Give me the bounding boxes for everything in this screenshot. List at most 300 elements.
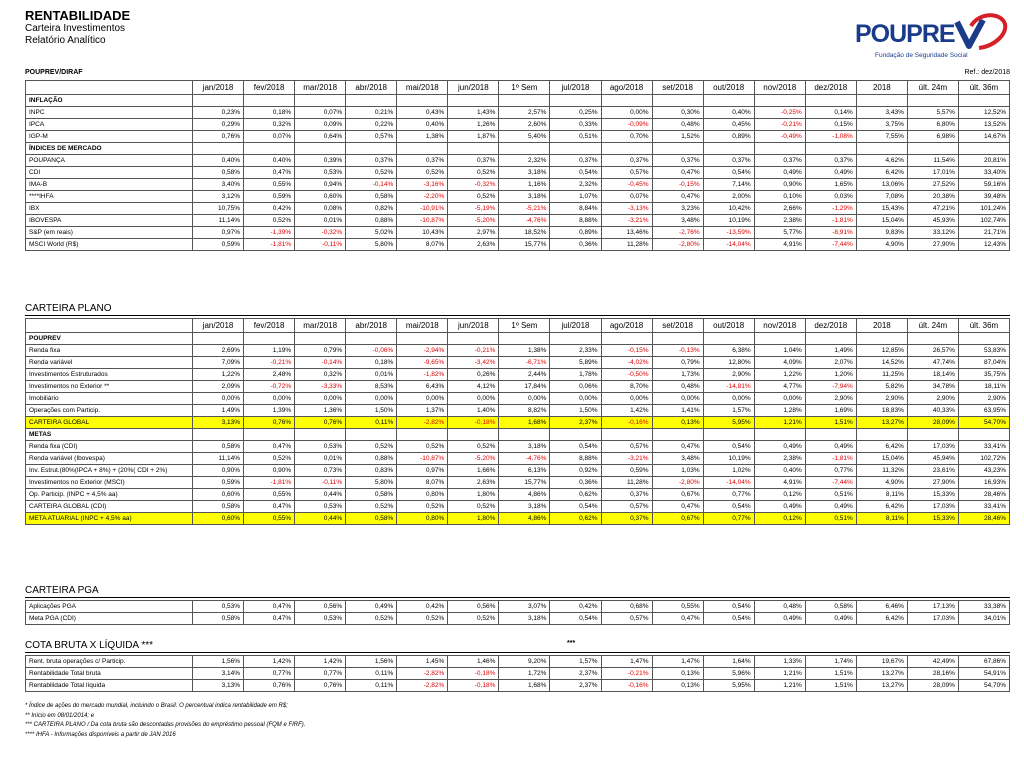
table-cell: 2,63%: [448, 239, 499, 251]
table-cell: 0,42%: [550, 601, 601, 613]
table-cell: 0,37%: [703, 155, 754, 167]
row-label: CARTEIRA GLOBAL: [26, 417, 193, 429]
table-cell: 0,94%: [295, 179, 346, 191]
table-cell: 0,58%: [805, 601, 856, 613]
column-header: set/2018: [652, 81, 703, 95]
table-cell: 0,48%: [652, 381, 703, 393]
table-cell: 67,86%: [958, 656, 1009, 668]
table-cell: 0,59%: [601, 465, 652, 477]
table-cell: 4,12%: [448, 381, 499, 393]
table-cell: 15,77%: [499, 239, 550, 251]
table-cell: 0,77%: [703, 489, 754, 501]
table-cell: -1,81%: [244, 477, 295, 489]
indices-table: [25, 80, 1010, 251]
table-cell: 54,70%: [958, 417, 1009, 429]
table-row: [26, 179, 1010, 191]
table-cell: 12,80%: [703, 357, 754, 369]
table-cell: [295, 333, 346, 345]
table-cell: 0,00%: [652, 393, 703, 405]
table-cell: 1,21%: [754, 680, 805, 692]
table-cell: 1,68%: [499, 417, 550, 429]
table-cell: 2,66%: [754, 203, 805, 215]
footnote: **** IHFA - Informações disponíveis a partir de JAN 2016: [25, 731, 176, 738]
table-cell: 1,04%: [754, 345, 805, 357]
column-header: 2018: [856, 81, 907, 95]
table-row: [26, 107, 1010, 119]
table-cell: 0,37%: [601, 155, 652, 167]
table-cell: 0,67%: [652, 513, 703, 525]
category-row: [26, 429, 1010, 441]
header-blank-cell: [26, 81, 193, 95]
table-cell: 1,56%: [346, 656, 397, 668]
table-cell: -3,21%: [601, 453, 652, 465]
table-cell: 3,18%: [499, 441, 550, 453]
table-cell: [448, 95, 499, 107]
table-cell: 0,77%: [244, 668, 295, 680]
table-cell: 0,60%: [295, 191, 346, 203]
table-cell: 2,32%: [499, 155, 550, 167]
table-cell: 47,21%: [907, 203, 958, 215]
table-cell: 1,42%: [244, 656, 295, 668]
table-cell: -0,50%: [601, 369, 652, 381]
row-label: ****IHFA: [26, 191, 193, 203]
column-header: jan/2018: [193, 81, 244, 95]
table-cell: 2,38%: [754, 215, 805, 227]
table-cell: 11,14%: [193, 215, 244, 227]
table-cell: [346, 95, 397, 107]
table-cell: -5,20%: [448, 215, 499, 227]
table-cell: 0,00%: [244, 393, 295, 405]
column-header: nov/2018: [754, 319, 805, 333]
table-cell: 0,37%: [601, 489, 652, 501]
table-cell: [550, 143, 601, 155]
table-cell: 7,55%: [856, 131, 907, 143]
table-cell: 1,03%: [652, 465, 703, 477]
table-cell: [703, 95, 754, 107]
table-cell: 2,00%: [703, 191, 754, 203]
table-cell: 0,42%: [244, 203, 295, 215]
table-cell: 0,77%: [295, 668, 346, 680]
category-row: [26, 333, 1010, 345]
table-cell: 0,47%: [244, 441, 295, 453]
table-cell: 15,33%: [907, 513, 958, 525]
table-cell: 1,41%: [652, 405, 703, 417]
table-cell: 2,37%: [550, 417, 601, 429]
table-cell: -0,21%: [244, 357, 295, 369]
table-cell: 13,27%: [856, 668, 907, 680]
table-cell: [805, 143, 856, 155]
table-cell: 27,90%: [907, 239, 958, 251]
table-cell: 10,43%: [397, 227, 448, 239]
table-cell: 1,57%: [550, 656, 601, 668]
table-cell: 0,49%: [805, 501, 856, 513]
table-cell: [958, 333, 1009, 345]
table-row: [26, 601, 1010, 613]
table-cell: 54,70%: [958, 680, 1009, 692]
table-cell: -2,94%: [397, 345, 448, 357]
table-cell: 3,13%: [193, 417, 244, 429]
table-row: [26, 345, 1010, 357]
table-cell: 0,68%: [601, 601, 652, 613]
table-cell: [193, 333, 244, 345]
table-cell: 8,84%: [550, 203, 601, 215]
table-cell: 0,52%: [244, 453, 295, 465]
table-cell: -5,19%: [448, 203, 499, 215]
table-cell: 0,03%: [805, 191, 856, 203]
table-cell: 3,48%: [652, 215, 703, 227]
table-cell: 0,11%: [346, 668, 397, 680]
table-cell: 13,46%: [601, 227, 652, 239]
table-cell: -0,14%: [295, 357, 346, 369]
table-cell: 0,23%: [193, 107, 244, 119]
table-cell: 20,38%: [907, 191, 958, 203]
table-cell: 0,52%: [448, 441, 499, 453]
table-cell: 0,49%: [754, 501, 805, 513]
table-row: [26, 477, 1010, 489]
column-header: mar/2018: [295, 81, 346, 95]
table-cell: 34,78%: [907, 381, 958, 393]
table-cell: 0,40%: [397, 119, 448, 131]
table-cell: 101,24%: [958, 203, 1009, 215]
table-cell: 1,33%: [754, 656, 805, 668]
cota-bruta-table: [25, 655, 1010, 692]
table-cell: 0,26%: [448, 369, 499, 381]
table-cell: 0,32%: [244, 119, 295, 131]
table-cell: 33,12%: [907, 227, 958, 239]
table-cell: [550, 333, 601, 345]
table-row: [26, 203, 1010, 215]
table-cell: 0,51%: [805, 489, 856, 501]
table-cell: 12,43%: [958, 239, 1009, 251]
table-cell: 10,42%: [703, 203, 754, 215]
column-header: out/2018: [703, 81, 754, 95]
table-cell: 3,18%: [499, 191, 550, 203]
report-subtitle: Carteira Investimentos: [25, 23, 126, 34]
table-cell: 0,52%: [448, 191, 499, 203]
table-cell: [856, 333, 907, 345]
table-cell: 1,57%: [703, 405, 754, 417]
table-cell: 28,46%: [958, 489, 1009, 501]
table-cell: 0,57%: [601, 613, 652, 625]
table-cell: 6,42%: [856, 613, 907, 625]
report-title: RENTABILIDADE: [25, 8, 131, 23]
table-cell: 28,09%: [907, 680, 958, 692]
table-cell: 0,07%: [244, 131, 295, 143]
table-cell: 9,83%: [856, 227, 907, 239]
table-cell: 0,51%: [550, 131, 601, 143]
footnote: * Índice de ações do mercado mundial, incluindo o Brasil. O percentual indica rentabilidade em R$;: [25, 703, 288, 709]
table-cell: 0,55%: [244, 513, 295, 525]
table-cell: 11,28%: [601, 477, 652, 489]
table-cell: 13,27%: [856, 680, 907, 692]
table-cell: 2,44%: [499, 369, 550, 381]
table-cell: 1,02%: [703, 465, 754, 477]
table-cell: 1,45%: [397, 656, 448, 668]
table-cell: 0,77%: [703, 513, 754, 525]
table-cell: 1,66%: [448, 465, 499, 477]
table-cell: 1,49%: [193, 405, 244, 417]
row-label: Renda fixa (CDI): [26, 441, 193, 453]
table-cell: [346, 429, 397, 441]
table-row: [26, 465, 1010, 477]
table-cell: [703, 333, 754, 345]
table-cell: -1,81%: [805, 453, 856, 465]
table-cell: 0,22%: [346, 119, 397, 131]
logo-wordmark: POUPRE: [855, 20, 955, 48]
table-cell: 16,93%: [958, 477, 1009, 489]
table-cell: 0,00%: [295, 393, 346, 405]
table-cell: 0,79%: [295, 345, 346, 357]
table-cell: -4,76%: [499, 453, 550, 465]
table-cell: -0,32%: [448, 179, 499, 191]
table-cell: 0,13%: [652, 680, 703, 692]
table-cell: 5,82%: [856, 381, 907, 393]
table-cell: 17,03%: [907, 501, 958, 513]
table-cell: 0,13%: [652, 668, 703, 680]
table-cell: -2,82%: [397, 668, 448, 680]
table-cell: 4,91%: [754, 477, 805, 489]
table-cell: 1,47%: [652, 656, 703, 668]
table-cell: 2,63%: [448, 477, 499, 489]
table-row: [26, 119, 1010, 131]
table-cell: -0,18%: [448, 680, 499, 692]
column-header: abr/2018: [346, 319, 397, 333]
table-cell: -9,65%: [397, 357, 448, 369]
table-cell: 1,21%: [754, 668, 805, 680]
table-cell: 0,77%: [805, 465, 856, 477]
table-cell: 0,49%: [805, 167, 856, 179]
table-cell: 17,13%: [907, 601, 958, 613]
table-cell: 1,38%: [397, 131, 448, 143]
table-cell: -3,21%: [601, 215, 652, 227]
table-cell: [346, 333, 397, 345]
table-cell: 0,10%: [754, 191, 805, 203]
table-cell: [397, 429, 448, 441]
table-cell: [550, 429, 601, 441]
table-cell: 45,94%: [907, 453, 958, 465]
table-cell: -0,21%: [601, 668, 652, 680]
table-cell: 39,48%: [958, 191, 1009, 203]
table-cell: 1,43%: [448, 107, 499, 119]
table-cell: 10,19%: [703, 453, 754, 465]
table-cell: -4,02%: [601, 357, 652, 369]
table-cell: 2,60%: [499, 119, 550, 131]
table-cell: 8,07%: [397, 477, 448, 489]
table-cell: 0,54%: [703, 601, 754, 613]
table-cell: [754, 333, 805, 345]
table-cell: -0,25%: [754, 107, 805, 119]
table-cell: 6,42%: [856, 441, 907, 453]
table-cell: 7,08%: [856, 191, 907, 203]
table-cell: 1,47%: [601, 656, 652, 668]
table-cell: 0,57%: [601, 167, 652, 179]
table-cell: 0,36%: [550, 239, 601, 251]
table-row: [26, 357, 1010, 369]
row-label: META ATUARIAL (INPC + 4,5% aa): [26, 513, 193, 525]
table-cell: 0,33%: [550, 119, 601, 131]
table-cell: 4,86%: [499, 513, 550, 525]
table-cell: 0,54%: [550, 501, 601, 513]
table-cell: -1,81%: [244, 239, 295, 251]
table-cell: -2,82%: [397, 417, 448, 429]
table-cell: 1,20%: [805, 369, 856, 381]
table-cell: 6,80%: [907, 119, 958, 131]
table-cell: 0,52%: [448, 167, 499, 179]
table-cell: 2,37%: [550, 668, 601, 680]
table-cell: 1,36%: [295, 405, 346, 417]
table-cell: 0,48%: [652, 119, 703, 131]
column-header: jun/2018: [448, 81, 499, 95]
table-cell: 5,02%: [346, 227, 397, 239]
table-cell: [499, 95, 550, 107]
table-cell: 33,41%: [958, 441, 1009, 453]
table-cell: -3,33%: [295, 381, 346, 393]
table-cell: 0,55%: [652, 601, 703, 613]
table-cell: 0,90%: [754, 179, 805, 191]
table-cell: -10,87%: [397, 215, 448, 227]
table-cell: 1,16%: [499, 179, 550, 191]
table-cell: 1,52%: [652, 131, 703, 143]
table-cell: -7,44%: [805, 477, 856, 489]
table-cell: -14,81%: [703, 381, 754, 393]
table-cell: -14,04%: [703, 477, 754, 489]
table-cell: 11,32%: [856, 465, 907, 477]
table-cell: -2,82%: [397, 680, 448, 692]
table-cell: 8,88%: [550, 453, 601, 465]
table-cell: 10,75%: [193, 203, 244, 215]
section-title-carteira-pga: CARTEIRA PGA: [25, 585, 1010, 598]
table-cell: 5,95%: [703, 417, 754, 429]
table-cell: 1,74%: [805, 656, 856, 668]
table-cell: 23,61%: [907, 465, 958, 477]
row-label: POUPANÇA: [26, 155, 193, 167]
table-cell: 0,25%: [550, 107, 601, 119]
table-cell: [907, 429, 958, 441]
table-cell: 2,97%: [448, 227, 499, 239]
column-header: 1º Sem: [499, 81, 550, 95]
table-cell: 0,53%: [295, 501, 346, 513]
table-cell: 0,18%: [346, 357, 397, 369]
table-cell: [346, 143, 397, 155]
table-cell: 1,42%: [601, 405, 652, 417]
table-row: [26, 513, 1010, 525]
table-cell: 1,42%: [295, 656, 346, 668]
table-cell: 0,88%: [346, 453, 397, 465]
row-label: METAS: [26, 429, 193, 441]
table-cell: 2,38%: [754, 453, 805, 465]
table-cell: [652, 143, 703, 155]
table-cell: 0,57%: [346, 131, 397, 143]
report-header: [25, 8, 130, 47]
table-cell: 18,11%: [958, 381, 1009, 393]
ref-label: Ref.: dez/2018: [964, 69, 1010, 76]
section-title-carteira-plano: CARTEIRA PLANO: [25, 303, 1010, 316]
table-cell: 3,48%: [652, 453, 703, 465]
table-cell: 1,72%: [499, 668, 550, 680]
table-cell: [397, 95, 448, 107]
table-cell: 0,57%: [601, 501, 652, 513]
table-cell: 1,37%: [397, 405, 448, 417]
table-cell: 6,46%: [856, 601, 907, 613]
row-label: Aplicações PGA: [26, 601, 193, 613]
table-cell: 0,79%: [652, 357, 703, 369]
table-cell: [244, 333, 295, 345]
header-row: [26, 319, 1010, 333]
table-cell: 0,47%: [244, 501, 295, 513]
table-cell: 0,83%: [346, 465, 397, 477]
table-cell: 1,51%: [805, 417, 856, 429]
table-cell: 14,52%: [856, 357, 907, 369]
column-header: dez/2018: [805, 81, 856, 95]
table-cell: 1,21%: [754, 417, 805, 429]
table-cell: 6,43%: [397, 381, 448, 393]
table-cell: 1,65%: [805, 179, 856, 191]
table-cell: [448, 333, 499, 345]
table-cell: 3,18%: [499, 167, 550, 179]
footnotes: [25, 702, 305, 740]
table-cell: 27,90%: [907, 477, 958, 489]
table-cell: 0,52%: [346, 167, 397, 179]
row-label: ÍNDICES DE MERCADO: [26, 143, 193, 155]
table-cell: 8,88%: [550, 215, 601, 227]
table-cell: 3,43%: [856, 107, 907, 119]
table-cell: 2,48%: [244, 369, 295, 381]
row-label: Investimentos no Exterior **: [26, 381, 193, 393]
table-cell: 0,59%: [244, 191, 295, 203]
table-cell: -0,21%: [754, 119, 805, 131]
table-cell: 2,69%: [193, 345, 244, 357]
table-cell: 53,83%: [958, 345, 1009, 357]
table-cell: 15,43%: [856, 203, 907, 215]
table-cell: -3,13%: [601, 203, 652, 215]
table-cell: 1,80%: [448, 489, 499, 501]
table-cell: 0,59%: [193, 239, 244, 251]
table-row: [26, 393, 1010, 405]
table-cell: 3,07%: [499, 601, 550, 613]
table-cell: 2,90%: [856, 393, 907, 405]
table-cell: 15,04%: [856, 453, 907, 465]
table-cell: 0,90%: [193, 465, 244, 477]
table-cell: 11,28%: [601, 239, 652, 251]
table-cell: -1,08%: [805, 131, 856, 143]
table-cell: 0,47%: [652, 613, 703, 625]
column-header: jul/2018: [550, 81, 601, 95]
table-row: [26, 680, 1010, 692]
table-cell: 0,55%: [244, 179, 295, 191]
table-cell: 0,52%: [397, 613, 448, 625]
column-header: set/2018: [652, 319, 703, 333]
table-cell: 0,52%: [346, 613, 397, 625]
table-cell: -0,15%: [601, 345, 652, 357]
table-cell: 0,70%: [601, 131, 652, 143]
table-cell: 28,09%: [907, 417, 958, 429]
table-cell: 63,95%: [958, 405, 1009, 417]
row-label: IMA-B: [26, 179, 193, 191]
table-cell: [805, 429, 856, 441]
column-header: 1º Sem: [499, 319, 550, 333]
table-cell: -0,49%: [754, 131, 805, 143]
table-cell: 6,13%: [499, 465, 550, 477]
table-cell: -0,18%: [448, 668, 499, 680]
table-cell: 2,09%: [193, 381, 244, 393]
table-cell: 40,33%: [907, 405, 958, 417]
table-cell: 43,23%: [958, 465, 1009, 477]
table-cell: 28,16%: [907, 668, 958, 680]
table-cell: [856, 143, 907, 155]
row-label: Renda variável: [26, 357, 193, 369]
row-label: Investimentos Estruturados: [26, 369, 193, 381]
table-cell: [652, 333, 703, 345]
